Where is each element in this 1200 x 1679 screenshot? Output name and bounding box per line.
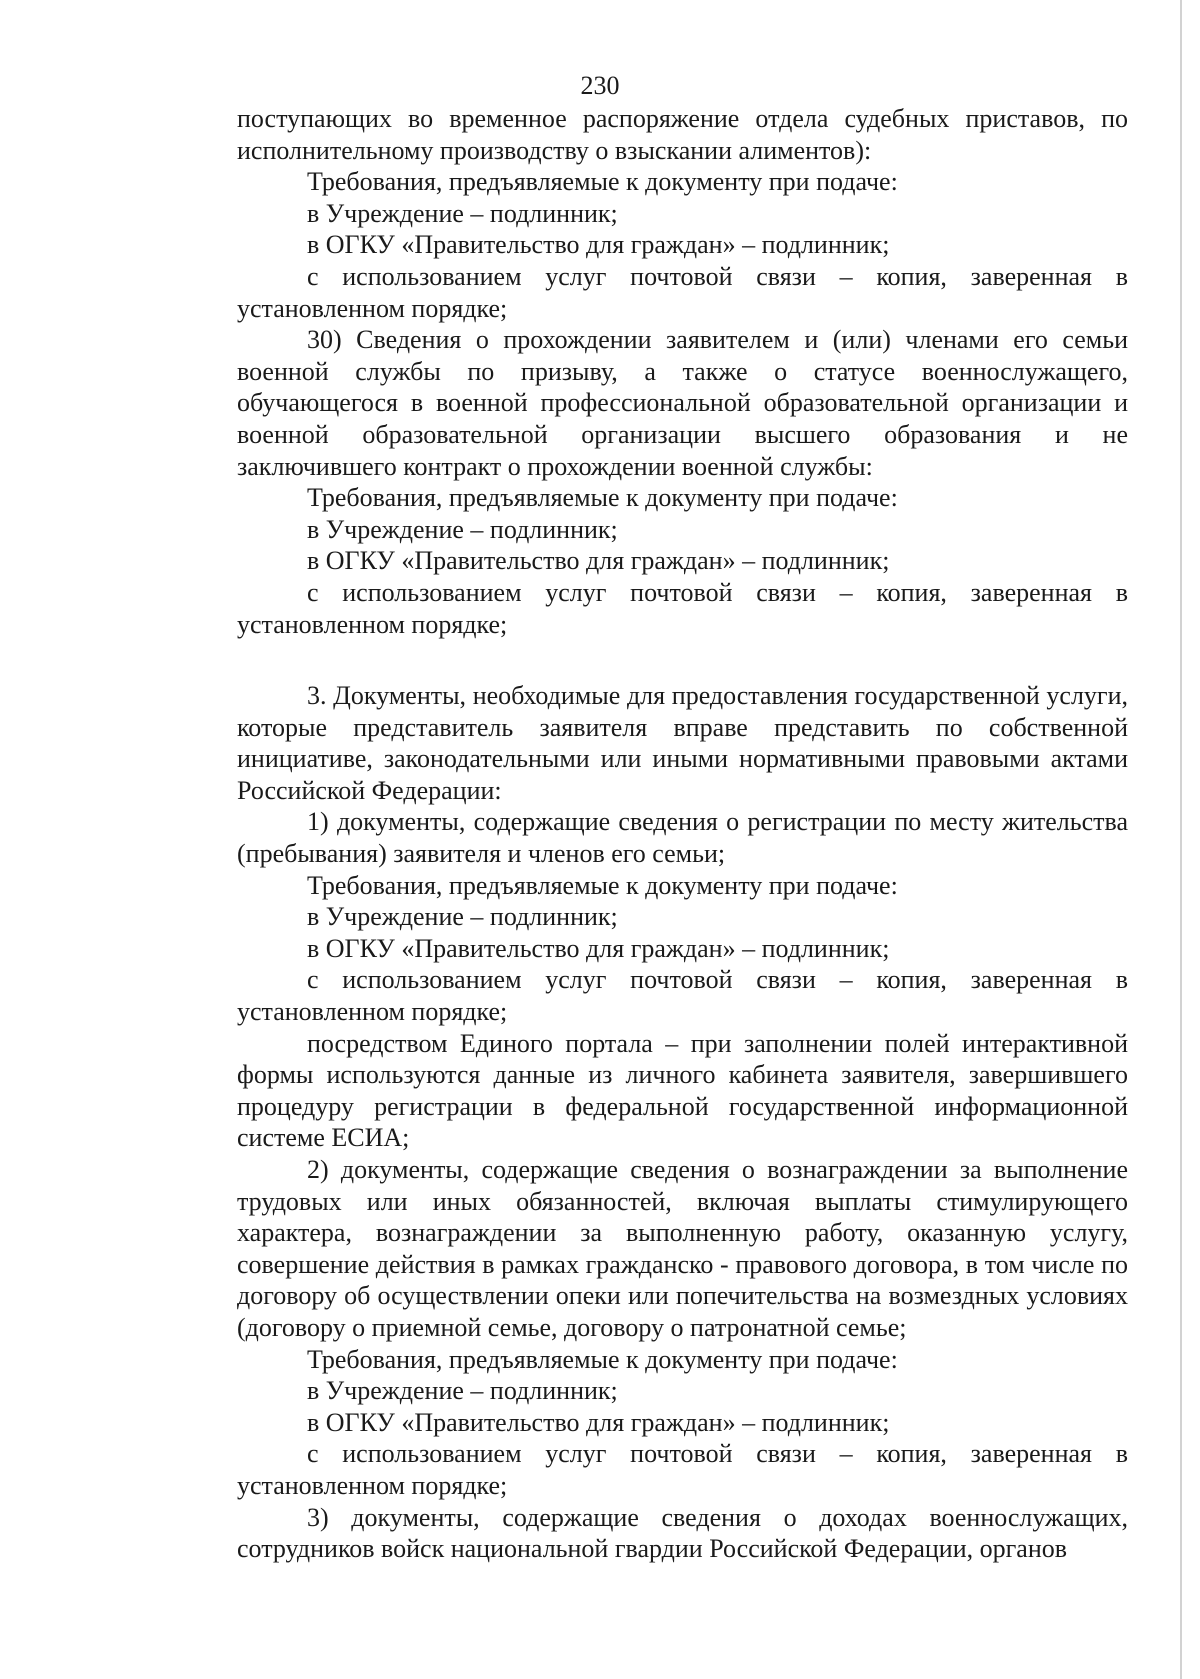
paragraph: с использованием услуг почтовой связи – копия, заверенная в установленном порядке;	[237, 577, 1128, 639]
paragraph: в ОГКУ «Правительство для граждан» – подлинник;	[307, 546, 890, 576]
paragraph: 3) документы, содержащие сведения о доходах военнослужащих, сотрудников войск национальной гвардии Российской Федерации, органов	[237, 1502, 1128, 1564]
paragraph: с использованием услуг почтовой связи – копия, заверенная в установленном порядке;	[237, 1439, 1128, 1500]
paragraph: Требования, предъявляемые к документу при подаче:	[307, 1344, 898, 1374]
paragraph: в Учреждение – подлинник;	[307, 902, 618, 932]
paragraph: посредством Единого портала – при заполнении полей интерактивной формы используются данные из личного кабинета заявителя, завершившего процедуру регистрации в федеральной государственной информационной системе ЕСИА;	[237, 1028, 1128, 1153]
page-number: 230	[580, 71, 620, 100]
paragraph: в Учреждение – подлинник;	[307, 1376, 618, 1406]
paragraph: поступающих во временное распоряжение отдела судебных приставов, по исполнительному производству о взыскании алиментов):	[237, 104, 1128, 165]
document-body	[237, 103, 1128, 1565]
paragraph: 2) документы, содержащие сведения о вознаграждении за выполнение трудовых или иных обязанностей, включая выплаты стимулирующего характера, вознаграждении за выполненную работу, оказанную услугу, совершение действия в рамках гражданско - правового договора, в том числе по договору об осуществлении опеки или попечительства на возмездных условиях (договору о приемной семье, договору о патронатной семье;	[237, 1155, 1128, 1342]
paragraph: в ОГКУ «Правительство для граждан» – подлинник;	[307, 230, 890, 260]
paragraph: в ОГКУ «Правительство для граждан» – подлинник;	[307, 933, 890, 963]
paragraph: с использованием услуг почтовой связи – копия, заверенная в установленном порядке;	[237, 261, 1128, 323]
page-edge-line	[1180, 0, 1182, 1679]
paragraph: Требования, предъявляемые к документу при подаче:	[307, 167, 898, 197]
paragraph: 30) Сведения о прохождении заявителем и (или) членами его семьи военной службы по призыву, а также о статусе военнослужащего, обучающегося в военной профессиональной образовательной организации и военной образовательной организации высшего образования и не заключившего контракт о прохождении военной службы:	[237, 325, 1128, 481]
paragraph: в Учреждение – подлинник;	[307, 198, 618, 228]
paragraph: в ОГКУ «Правительство для граждан» – подлинник;	[307, 1407, 890, 1437]
paragraph: Требования, предъявляемые к документу при подаче:	[307, 870, 898, 900]
paragraph: 1) документы, содержащие сведения о регистрации по месту жительства (пребывания) заявителя и членов его семьи;	[237, 807, 1128, 869]
section-heading-paragraph: 3. Документы, необходимые для предоставления государственной услуги, которые представитель заявителя вправе представить по собственной инициативе, законодательными или иными нормативными правовыми актами Российской Федерации:	[237, 681, 1128, 805]
paragraph: с использованием услуг почтовой связи – копия, заверенная в установленном порядке;	[237, 965, 1128, 1027]
paragraph: Требования, предъявляемые к документу при подаче:	[307, 483, 898, 513]
paragraph: в Учреждение – подлинник;	[307, 514, 618, 544]
